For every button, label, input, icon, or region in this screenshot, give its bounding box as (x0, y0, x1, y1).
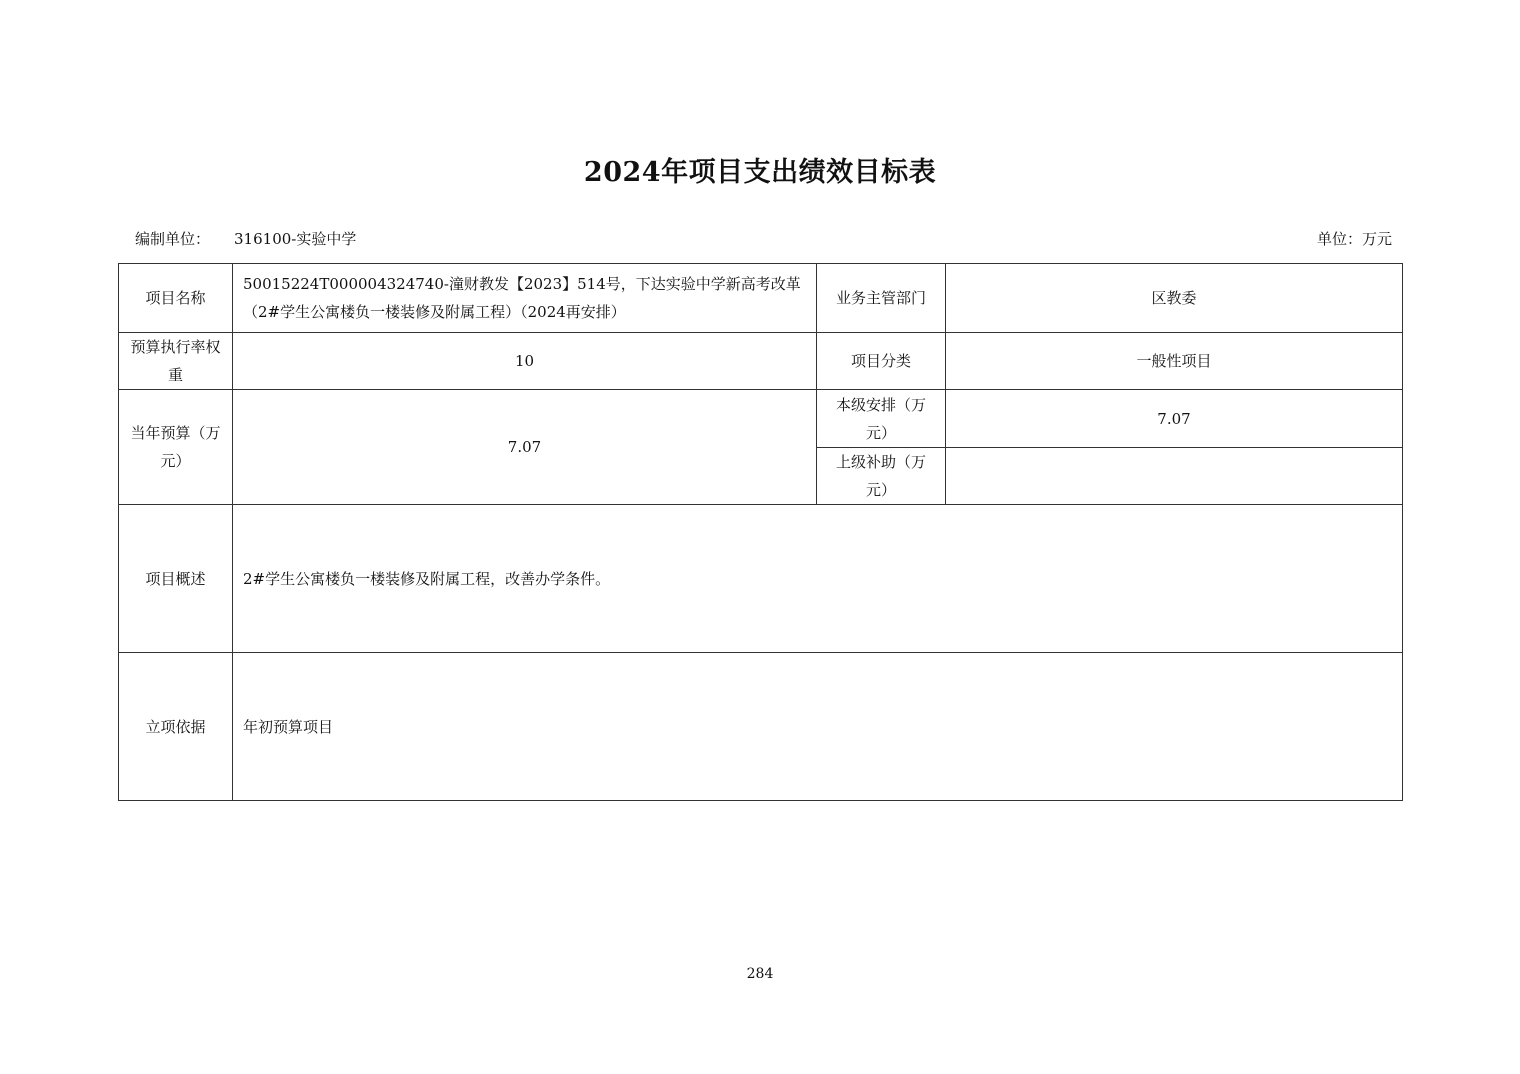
overview-value: 2#学生公寓楼负一楼装修及附属工程，改善办学条件。 (233, 505, 1403, 653)
compiling-unit-value: 316100-实验中学 (234, 230, 357, 248)
table-row (119, 333, 1403, 390)
compiling-unit (135, 228, 356, 249)
upper-value (946, 448, 1403, 505)
local-value: 7.07 (946, 390, 1403, 448)
category-value: 一般性项目 (946, 333, 1403, 390)
table-row (119, 390, 1403, 448)
performance-table (118, 263, 1403, 801)
compiling-unit-label: 编制单位： (135, 230, 211, 248)
project-name-label: 项目名称 (119, 264, 233, 333)
budget-value: 7.07 (233, 390, 817, 505)
local-label: 本级安排（万元） (817, 390, 946, 448)
rate-weight-label: 预算执行率权重 (119, 333, 233, 390)
page-number: 284 (746, 966, 774, 982)
budget-label: 当年预算（万元） (119, 390, 233, 505)
table-row (119, 653, 1403, 801)
page-title: 2024年项目支出绩效目标表 (583, 157, 937, 188)
overview-label: 项目概述 (119, 505, 233, 653)
currency-unit: 单位：万元 (1316, 230, 1392, 248)
dept-value: 区教委 (946, 264, 1403, 333)
upper-label: 上级补助（万元） (817, 448, 946, 505)
rate-weight-value: 10 (233, 333, 817, 390)
category-label: 项目分类 (817, 333, 946, 390)
table-row (119, 264, 1403, 333)
table-row (119, 505, 1403, 653)
dept-label: 业务主管部门 (817, 264, 946, 333)
basis-label: 立项依据 (119, 653, 233, 801)
project-name-value: 50015224T000004324740-潼财教发【2023】514号，下达实验中学新高考改革（2#学生公寓楼负一楼装修及附属工程）（2024再安排） (233, 264, 817, 333)
basis-value: 年初预算项目 (233, 653, 1403, 801)
